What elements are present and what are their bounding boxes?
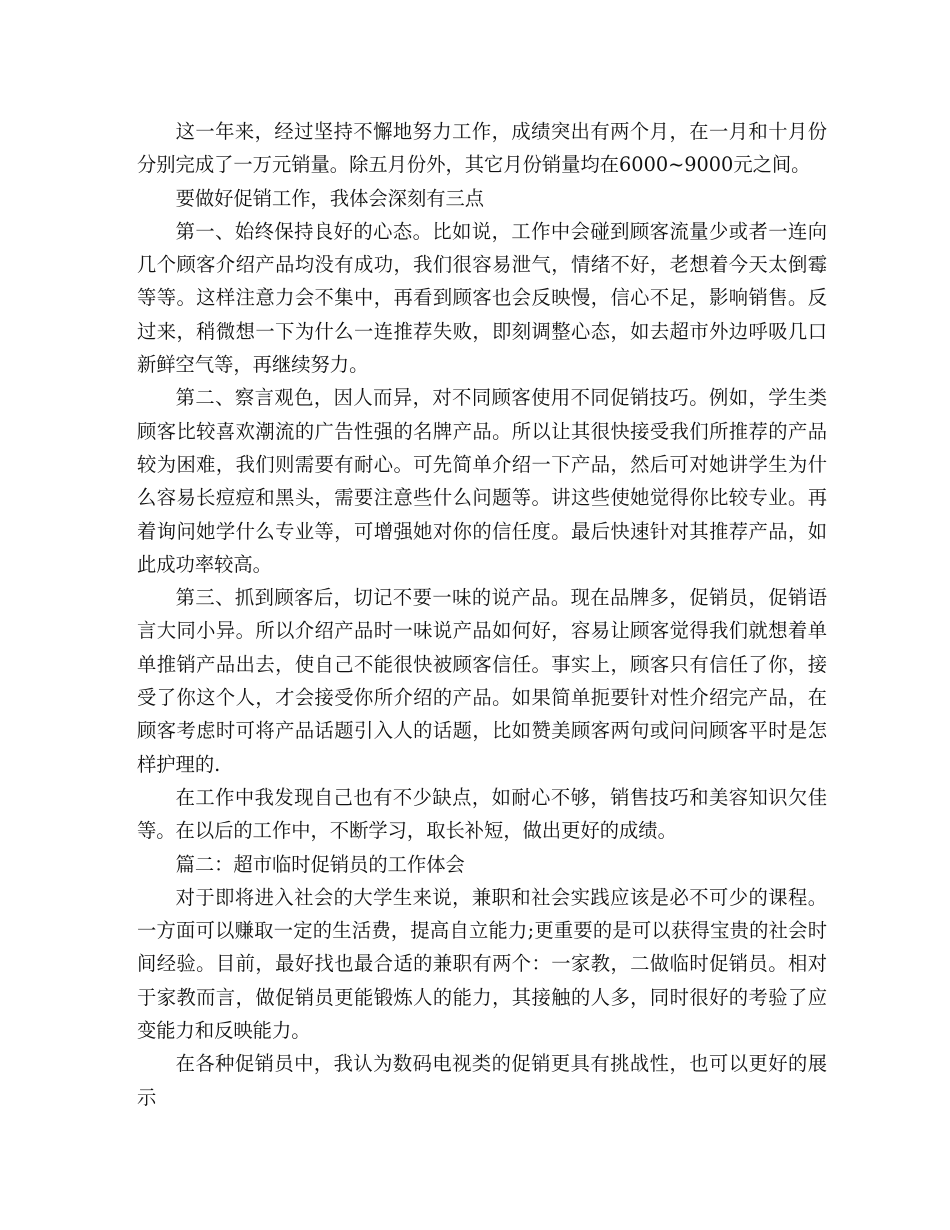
- paragraph-point-two: 第二、察言观色，因人而异，对不同顾客使用不同促销技巧。例如，学生类顾客比较喜欢潮流的广告性强的名牌产品。所以让其很快接受我们所推荐的产品较为困难，我们则需要有耐心。可先简单介绍一下产品，然后可对她讲学生为什么容易长痘痘和黑头，需要注意些什么问题等。讲这些使她觉得你比较专业。再着询问她学什么专业等，可增强她对你的信任度。最后快速针对其推荐产品，如此成功率较高。: [137, 386, 827, 576]
- paragraph-three-points-intro: 要做好促销工作，我体会深刻有三点: [175, 186, 485, 210]
- paragraph-digital-tv-promotion: 在各种促销员中，我认为数码电视类的促销更具有挑战性，也可以更好的展示: [137, 1052, 827, 1109]
- paragraph-point-one: 第一、始终保持良好的心态。比如说，工作中会碰到顾客流量少或者一连向几个顾客介绍产品均没有成功，我们很容易泄气，情绪不好，老想着今天太倒霉等等。这样注意力会不集中，再看到顾客也会反映慢，信心不足，影响销售。反过来，稍微想一下为什么一连推荐失败，即刻调整心态，如去超市外边呼吸几口新鲜空气等，再继续努力。: [137, 219, 827, 377]
- paragraph-point-three: 第三、抓到顾客后，切记不要一味的说产品。现在品牌多，促销员，促销语言大同小异。所以介绍产品时一味说产品如何好，容易让顾客觉得我们就想着单单推销产品出去，使自己不能很快被顾客信任。事实上，顾客只有信任了你，接受了你这个人，才会接受你所介绍的产品。如果简单扼要针对性介绍完产品，在顾客考虑时可将产品话题引入人的话题，比如赞美顾客两句或问问顾客平时是怎样护理的.: [137, 586, 827, 776]
- paragraph-part-time-intro: 对于即将进入社会的大学生来说，兼职和社会实践应该是必不可少的课程。一方面可以赚取一定的生活费，提高自立能力;更重要的是可以获得宝贵的社会时间经验。目前，最好找也最合适的兼职有两个：一家教，二做临时促销员。相对于家教而言，做促销员更能锻炼人的能力，其接触的人多，同时很好的考验了应变能力和反映能力。: [137, 885, 827, 1043]
- paragraph-sales-summary: 这一年来，经过坚持不懈地努力工作，成绩突出有两个月，在一月和十月份分别完成了一万元销量。除五月份外，其它月份销量均在6000~9000元之间。: [137, 120, 827, 177]
- paragraph-shortcomings: 在工作中我发现自己也有不少缺点，如耐心不够，销售技巧和美容知识欠佳等。在以后的工作中，不断学习，取长补短，做出更好的成绩。: [137, 785, 827, 843]
- document-body: [137, 115, 827, 1114]
- section-heading-part-two: 篇二：超市临时促销员的工作体会: [175, 852, 465, 876]
